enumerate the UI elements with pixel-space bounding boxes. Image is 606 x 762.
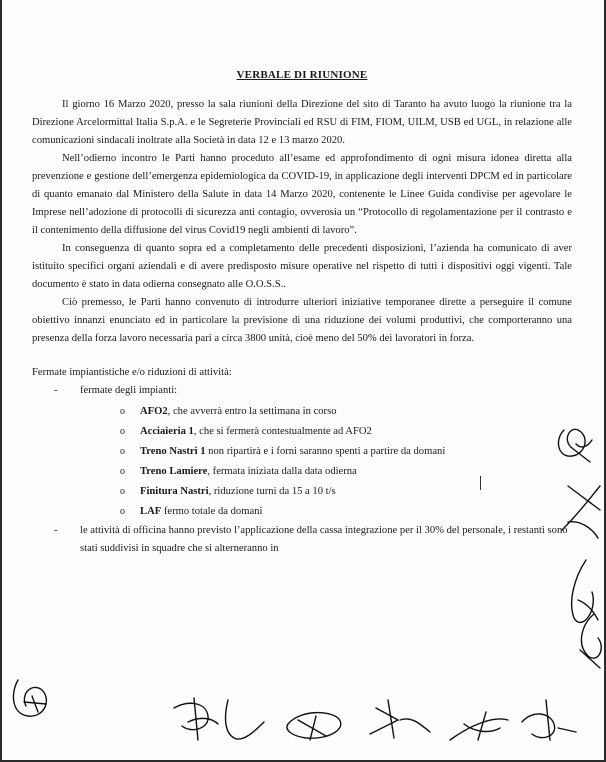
plant-list <box>80 402 572 522</box>
list-item <box>80 402 572 422</box>
paragraph-3: In conseguenza di quanto sopra ed a completamento delle precedenti disposizioni, l’azienda ha comunicato di aver istituito specifici organi aziendali e di avere predisposto misure operative nel rispetto di tutti i dispositivi oggi vigenti. Tale documento è stato in data odierna consegnato alle O.O.S.S.. <box>32 243 572 290</box>
paragraph-2: Nell’odierno incontro le Parti hanno proceduto all’esame ed approfondimento di ogni misura idonea diretta alla prevenzione e gestione dell’emergenza epidemiologica da COVID-19, in applicazione degli interventi DPCM ed in particolare di quanto emanato dal Ministero della Salute in data 14 Marzo 2020, contenente le Linee Guida condivise per agevolare le Imprese nell’adozione di protocolli di sicurezza anti contagio, ovverosia un “Protocollo di regolamentazione per il contrasto e il contenimento della diffusione del virus Covid19 negli ambienti di lavoro”. <box>32 153 572 236</box>
signature-bottom-3 <box>287 713 341 740</box>
list-item <box>80 442 572 462</box>
plant-detail: fermo totale da domani <box>161 506 263 517</box>
plant-detail: , fermata iniziata dalla data odierna <box>207 466 357 477</box>
plant-name: Acciaieria 1 <box>140 426 194 437</box>
signature-left <box>13 680 46 716</box>
plant-name: Treno Nastri 1 <box>140 446 206 457</box>
signature-bottom-1 <box>174 698 218 740</box>
list-item <box>80 422 572 442</box>
paragraph-1: Il giorno 16 Marzo 2020, presso la sala riunioni della Direzione del sito di Taranto ha avuto luogo la riunione tra la Direzione Arcelormittal Italia S.p.A. e le Segreterie Provinciali ed RSU di FIM, FIOM, UILM, USB ed UGL, in relazione alle comunicazioni sindacali inoltrate alla Società in data 12 e 13 marzo 2020. <box>32 99 572 146</box>
document-body <box>32 66 572 558</box>
dash-item-label: le attività di officina hanno previsto l’applicazione della cassa integrazione per il 30% del personale, i restanti sono stati suddivisi in squadre che si alterneranno in <box>80 525 568 554</box>
document-title: VERBALE DI RIUNIONE <box>236 69 368 81</box>
list-item <box>80 462 572 482</box>
signature-right-3 <box>572 560 598 622</box>
list-item <box>80 482 572 502</box>
plant-name: LAF <box>140 506 162 517</box>
signature-bottom-4 <box>370 700 430 738</box>
signature-bottom-6 <box>522 700 576 740</box>
plant-name: Finitura Nastri <box>140 486 209 497</box>
list-item <box>80 502 572 522</box>
signature-bottom-2 <box>226 700 264 739</box>
dash-item-label: fermate degli impianti: <box>80 385 178 396</box>
dash-item-workshop <box>32 522 572 558</box>
plant-detail: , riduzione turni da 15 a 10 t/s <box>208 486 336 497</box>
plant-name: Treno Lamiere <box>140 466 208 477</box>
pen-mark <box>480 476 481 490</box>
plant-detail: , che si fermerà contestualmente ad AFO2 <box>193 426 372 437</box>
section-label: Fermate impiantistiche e/o riduzioni di attività: <box>32 367 232 378</box>
signature-bottom-5 <box>450 712 508 740</box>
dash-item-plant-stops <box>32 382 572 522</box>
plant-detail: , che avverrà entro la settimana in corso <box>167 406 337 417</box>
signature-right-4 <box>580 614 601 668</box>
plant-detail: non ripartirà e i forni saranno spenti a partire da domani <box>205 446 446 457</box>
plant-name: AFO2 <box>140 406 168 417</box>
dash-list <box>32 382 572 558</box>
paragraph-4: Ciò premesso, le Parti hanno convenuto di introdurre ulteriori iniziative temporanee dirette a perseguire il comune obiettivo innanzi enunciato ed in particolare la previsione di una riduzione dei volumi produttivi, che comporteranno una presenza della forza lavoro necessaria pari a circa 3800 unità, cioè meno del 50% dei lavoratori in forza. <box>32 297 572 344</box>
